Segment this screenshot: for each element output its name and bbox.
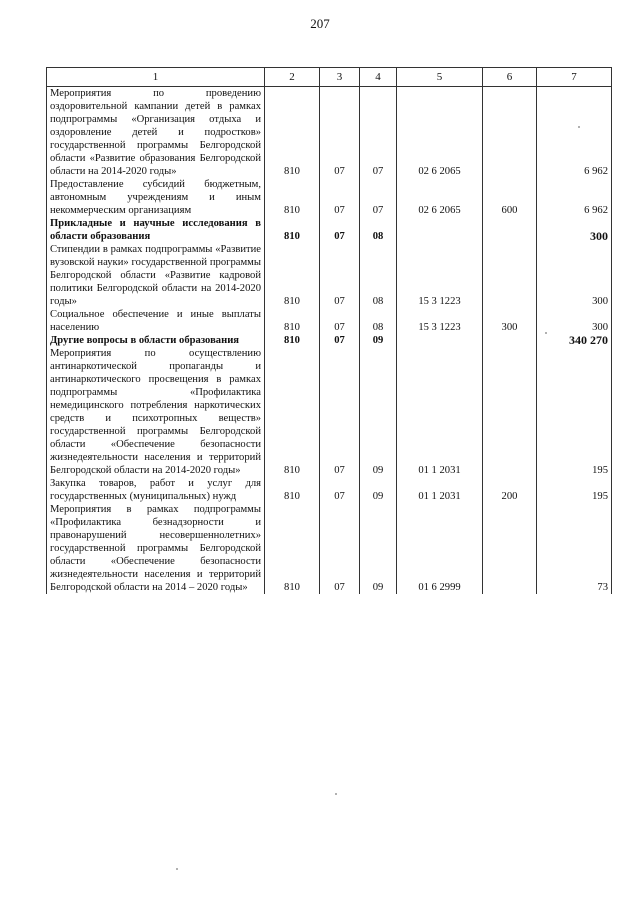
row-code-6 xyxy=(483,347,537,477)
row-code-5: 02 6 2065 xyxy=(397,87,483,179)
table-row xyxy=(47,243,612,308)
row-code-6 xyxy=(483,87,537,179)
row-code-4: 08 xyxy=(360,308,397,334)
table-body xyxy=(47,87,612,595)
row-amount: 6 962 xyxy=(537,178,612,217)
header-col-4: 4 xyxy=(360,68,397,87)
row-code-3: 07 xyxy=(320,178,360,217)
table-row xyxy=(47,308,612,334)
table-row xyxy=(47,217,612,243)
row-name: Прикладные и научные исследования в области образования xyxy=(47,217,265,243)
scan-speck xyxy=(335,793,337,795)
row-code-2: 810 xyxy=(265,87,320,179)
row-name: Мероприятия в рамках подпрограммы «Профилактика безнадзорности и правонарушений несовершеннолетних» государственной программы Белгородской области «Обеспечение безопасности жизнедеятельности населения и территорий Белгородской области на 2014 – 2020 годы» xyxy=(47,503,265,594)
row-code-6: 200 xyxy=(483,477,537,503)
row-name: Стипендии в рамках подпрограммы «Развитие вузовской науки» государственной программы Белгородской области «Развитие кадровой политики Белгородской области на 2014-2020 годы» xyxy=(47,243,265,308)
row-code-2: 810 xyxy=(265,334,320,347)
row-code-5: 01 6 2999 xyxy=(397,503,483,594)
row-code-4: 09 xyxy=(360,477,397,503)
table-row xyxy=(47,347,612,477)
row-code-5: 15 3 1223 xyxy=(397,243,483,308)
table-row xyxy=(47,87,612,179)
row-name: Закупка товаров, работ и услуг для государственных (муниципальных) нужд xyxy=(47,477,265,503)
row-amount: 195 xyxy=(537,347,612,477)
scan-speck xyxy=(545,332,547,334)
row-code-4: 09 xyxy=(360,503,397,594)
row-amount: 6 962 xyxy=(537,87,612,179)
header-col-1: 1 xyxy=(47,68,265,87)
row-amount: 195 xyxy=(537,477,612,503)
row-amount: 300 xyxy=(537,243,612,308)
row-code-2: 810 xyxy=(265,308,320,334)
scan-speck xyxy=(176,868,178,870)
scan-speck xyxy=(578,126,580,128)
row-code-2: 810 xyxy=(265,477,320,503)
row-code-6: 300 xyxy=(483,308,537,334)
header-col-3: 3 xyxy=(320,68,360,87)
row-name: Социальное обеспечение и иные выплаты населению xyxy=(47,308,265,334)
row-code-6 xyxy=(483,243,537,308)
row-amount: 73 xyxy=(537,503,612,594)
row-code-3: 07 xyxy=(320,347,360,477)
row-code-4: 08 xyxy=(360,243,397,308)
row-code-3: 07 xyxy=(320,308,360,334)
row-code-4: 09 xyxy=(360,347,397,477)
row-code-4: 07 xyxy=(360,87,397,179)
row-code-4: 08 xyxy=(360,217,397,243)
row-code-3: 07 xyxy=(320,477,360,503)
row-code-5 xyxy=(397,334,483,347)
header-col-2: 2 xyxy=(265,68,320,87)
row-code-2: 810 xyxy=(265,347,320,477)
row-code-4: 07 xyxy=(360,178,397,217)
row-code-3: 07 xyxy=(320,503,360,594)
row-code-6 xyxy=(483,217,537,243)
row-code-5: 01 1 2031 xyxy=(397,477,483,503)
row-code-5: 01 1 2031 xyxy=(397,347,483,477)
row-name: Мероприятия по осуществлению антинаркотической пропаганды и антинаркотического просвещения в рамках подпрограммы «Профилактика немедицинского потребления наркотических средств и психотропных веществ» государственной программы Белгородской области «Обеспечение безопасности жизнедеятельности населения и территорий Белгородской области на 2014-2020 годы» xyxy=(47,347,265,477)
row-code-4: 09 xyxy=(360,334,397,347)
row-code-2: 810 xyxy=(265,503,320,594)
row-code-2: 810 xyxy=(265,178,320,217)
row-amount: 300 xyxy=(537,217,612,243)
row-name: Предоставление субсидий бюджетным, автономным учреждениям и иным некоммерческим организациям xyxy=(47,178,265,217)
header-col-5: 5 xyxy=(397,68,483,87)
row-code-3: 07 xyxy=(320,87,360,179)
row-amount: 340 270 xyxy=(537,334,612,347)
page-number: 207 xyxy=(310,16,330,31)
table-row xyxy=(47,503,612,594)
row-amount: 300 xyxy=(537,308,612,334)
row-code-6 xyxy=(483,334,537,347)
row-code-2: 810 xyxy=(265,217,320,243)
row-code-6: 600 xyxy=(483,178,537,217)
table-row xyxy=(47,178,612,217)
row-code-5: 02 6 2065 xyxy=(397,178,483,217)
budget-table xyxy=(46,67,612,594)
row-code-5: 15 3 1223 xyxy=(397,308,483,334)
row-name: Мероприятия по проведению оздоровительной кампании детей в рамках подпрограммы «Организация отдыха и оздоровление детей и подростков» государственной программы Белгородской области «Развитие образования Белгородской области на 2014-2020 годы» xyxy=(47,87,265,179)
header-col-7: 7 xyxy=(537,68,612,87)
row-code-5 xyxy=(397,217,483,243)
row-code-2: 810 xyxy=(265,243,320,308)
table-row xyxy=(47,334,612,347)
table-row xyxy=(47,477,612,503)
row-code-3: 07 xyxy=(320,217,360,243)
header-col-6: 6 xyxy=(483,68,537,87)
row-code-3: 07 xyxy=(320,243,360,308)
row-code-3: 07 xyxy=(320,334,360,347)
table-header-row xyxy=(47,68,612,87)
row-name: Другие вопросы в области образования xyxy=(47,334,265,347)
row-code-6 xyxy=(483,503,537,594)
